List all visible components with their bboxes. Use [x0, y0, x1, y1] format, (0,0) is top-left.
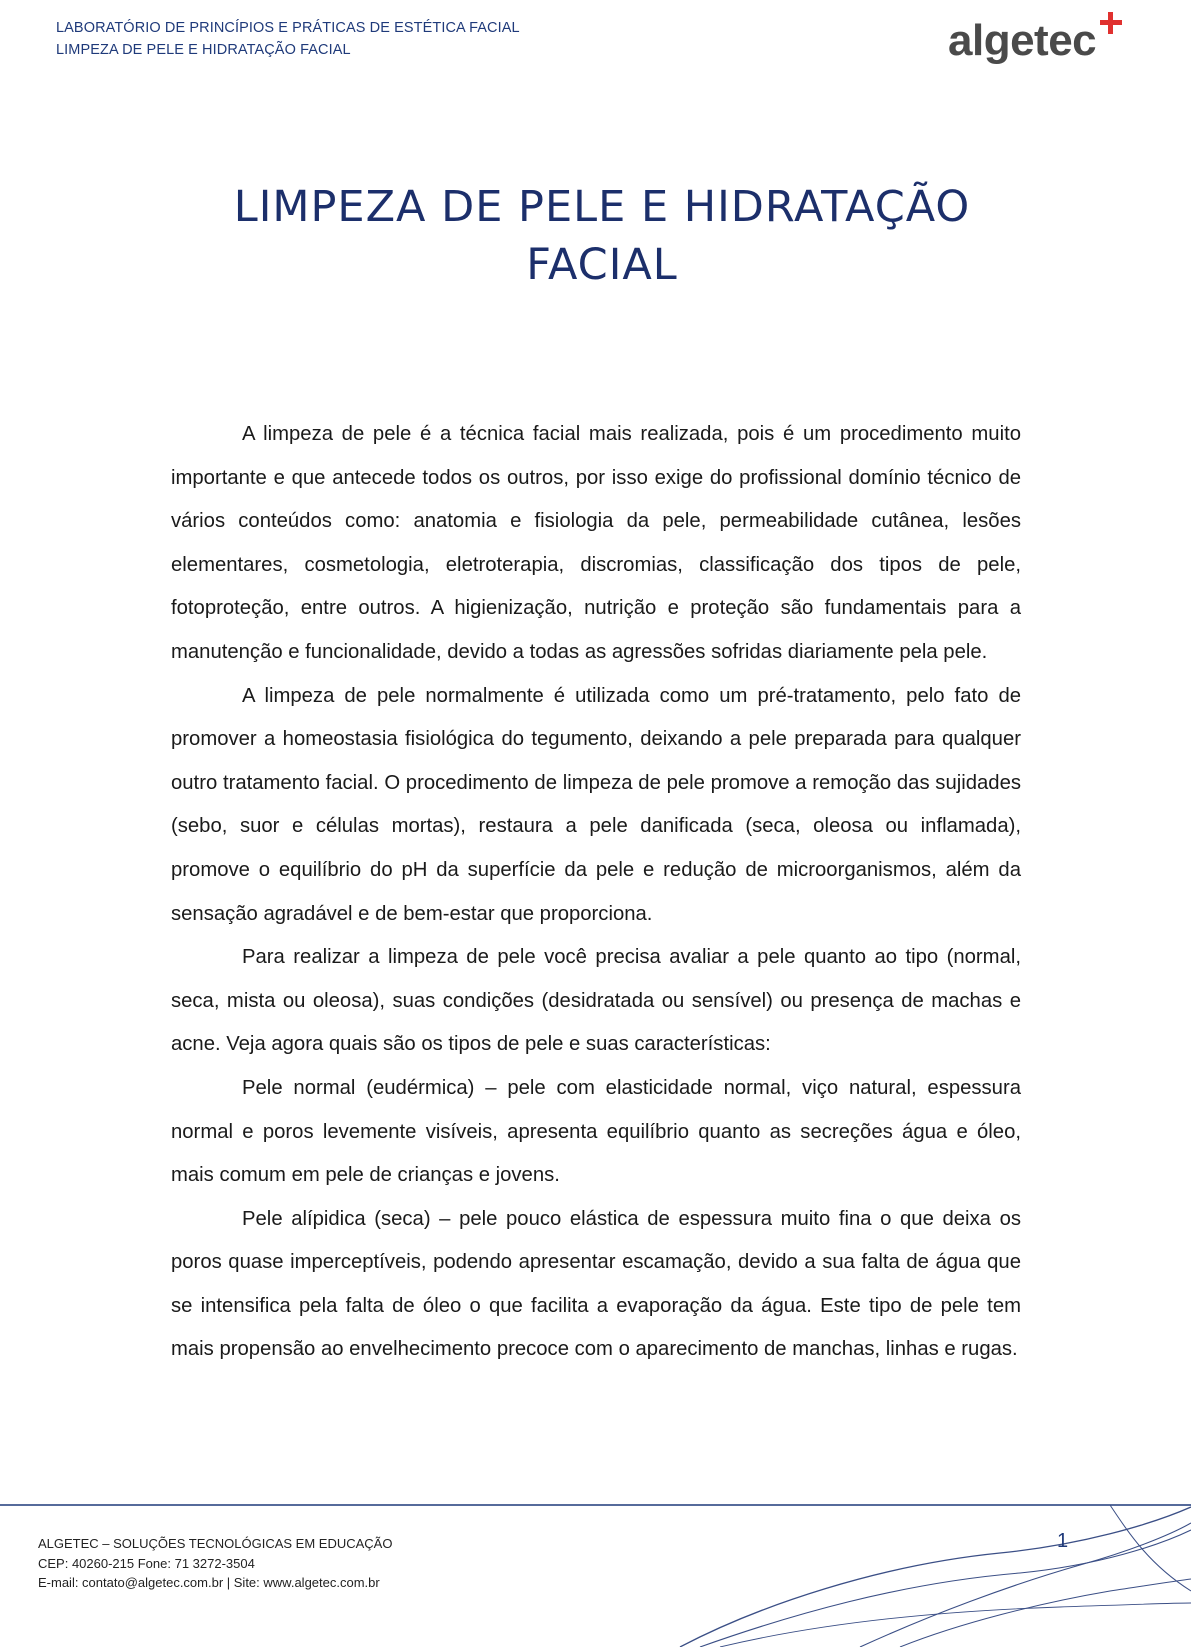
footer-company: ALGETEC – SOLUÇÕES TECNOLÓGICAS EM EDUCAÇÃO [38, 1536, 393, 1551]
footer-contact: E-mail: contato@algetec.com.br | Site: www.algetec.com.br [38, 1575, 380, 1590]
footer-address: CEP: 40260-215 Fone: 71 3272-3504 [38, 1555, 255, 1571]
paragraph: A limpeza de pele normalmente é utilizada como um pré-tratamento, pelo fato de promover a homeostasia fisiológica do tegumento, deixando a pele preparada para qualquer outro tratamento facial. O procedimento de limpeza de pele promove a remoção das sujidades (sebo, suor e células mortas), restaura a pele danificada (seca, oleosa ou inflamada), promove o equilíbrio do pH da superfície da pele e redução de microorganismos, além da sensação agradável e de bem-estar que proporciona. [171, 684, 1021, 925]
paragraph: A limpeza de pele é a técnica facial mais realizada, pois é um procedimento muito importante e que antecede todos os outros, por isso exige do profissional domínio técnico de vários conteúdos como: anatomia e fisiologia da pele, permeabilidade cutânea, lesões elementares, cosmetologia, eletroterapia, discromias, classificação dos tipos de pele, fotoproteção, entre outros. A higienização, nutrição e proteção são fundamentais para a manutenção e funcionalidade, devido a todas as agressões sofridas diariamente pela pele. [171, 423, 1021, 663]
title-line-1: LIMPEZA DE PELE E HIDRATAÇÃO [233, 182, 971, 232]
header-lab-title: LABORATÓRIO DE PRINCÍPIOS E PRÁTICAS DE ESTÉTICA FACIAL [56, 20, 520, 36]
footer-info [38, 1534, 392, 1593]
paragraph: Para realizar a limpeza de pele você precisa avaliar a pele quanto ao tipo (normal, seca, mista ou oleosa), suas condições (desidratada ou sensível) ou presença de machas e acne. Veja agora quais são os tipos de pele e suas características: [171, 946, 1021, 1056]
page-number: 1 [1057, 1530, 1069, 1552]
paragraph: Pele normal (eudérmica) – pele com elasticidade normal, viço natural, espessura normal e poros levemente visíveis, apresenta equilíbrio quanto as secreções água e óleo, mais comum em pele de crianças e jovens. [171, 1076, 1021, 1187]
logo-text: algetec [948, 16, 1097, 65]
page-title [120, 178, 1084, 294]
algetec-logo [948, 10, 1138, 70]
body-text [171, 413, 1021, 1372]
plus-icon [1098, 10, 1124, 36]
header-subtitle: LIMPEZA DE PELE E HIDRATAÇÃO FACIAL [56, 42, 351, 58]
paragraph: Pele alípidica (seca) – pele pouco elástica de espessura muito fina o que deixa os poros quase imperceptíveis, podendo apresentar escamação, devido a sua falta de água que se intensifica pela falta de óleo o que facilita a evaporação da água. Este tipo de pele tem mais propensão ao envelhecimento precoce com o aparecimento de manchas, linhas e rugas. [171, 1207, 1021, 1361]
document-header [56, 17, 520, 61]
title-line-2: FACIAL [526, 240, 678, 290]
